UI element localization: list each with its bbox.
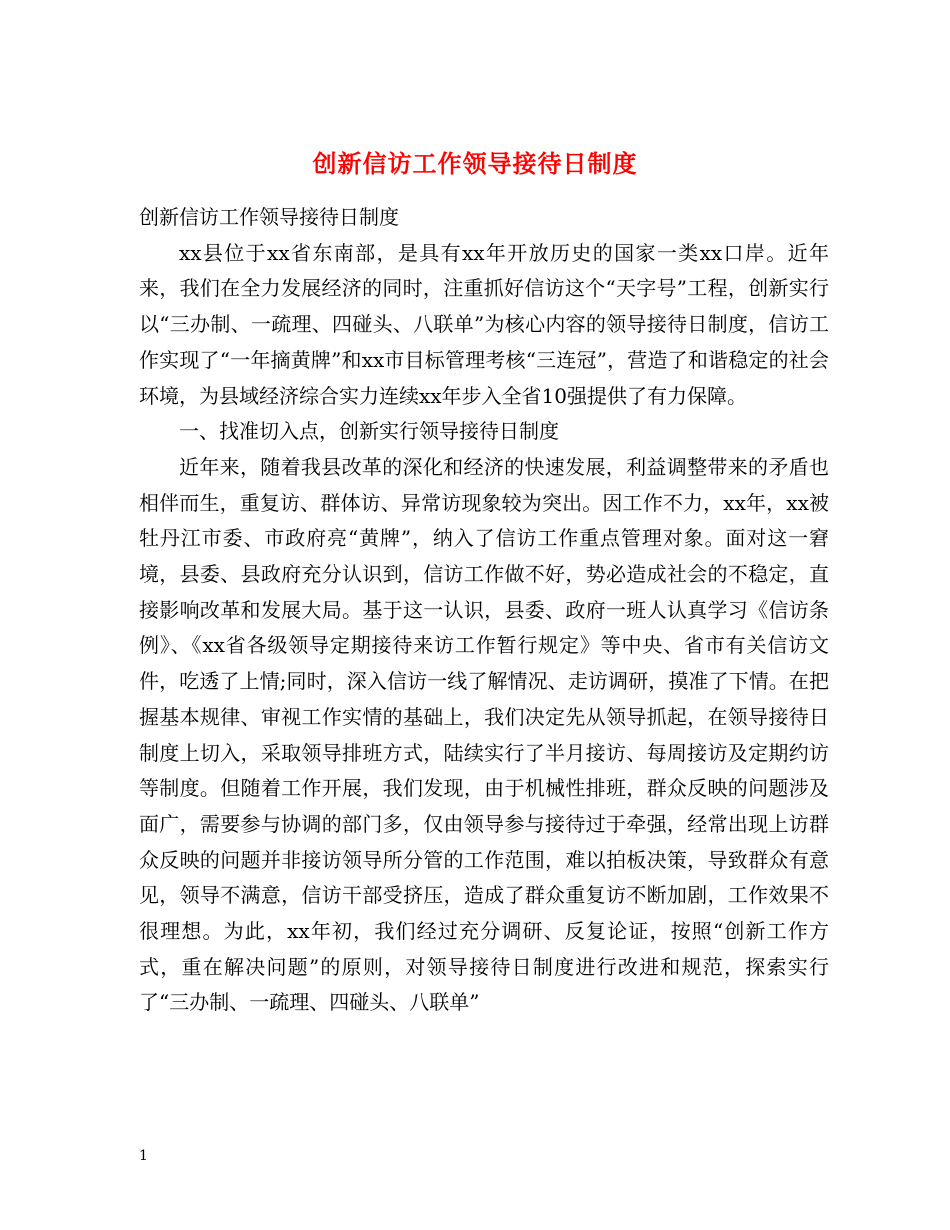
paragraph-intro: xx县位于xx省东南部，是具有xx年开放历史的国家一类xx口岸。近年来，我们在全力发展经济的同时，注重抓好信访这个“天字号”工程，创新实行以“三办制、一疏理、四碰头、八联单”为核心内容的领导接待日制度，信访工作实现了“一年摘黄牌”和xx市目标管理考核“三连冠”，营造了和谐稳定的社会环境，为县域经济综合实力连续xx年步入全省10强提供了有力保障。 bbox=[139, 240, 829, 408]
body-heading-line: 创新信访工作领导接待日制度 bbox=[139, 205, 399, 229]
paragraph-section-1: 近年来，随着我县改革的深化和经济的快速发展，利益调整带来的矛盾也相伴而生，重复访、群体访、异常访现象较为突出。因工作不力，xx年，xx被牡丹江市委、市政府亮“黄牌”，纳入了信访工作重点管理对象。面对这一窘境，县委、县政府充分认识到，信访工作做不好，势必造成社会的不稳定，直接影响改革和发展大局。基于这一认识，县委、政府一班人认真学习《信访条例》、《xx省各级领导定期接待来访工作暂行规定》等中央、省市有关信访文件，吃透了上情;同时，深入信访一线了解情况、走访调研，摸准了下情。在把握基本规律、审视工作实情的基础上，我们决定先从领导抓起，在领导接待日制度上切入，采取领导排班方式，陆续实行了半月接访、每周接访及定期约访等制度。但随着工作开展，我们发现，由于机械性排班，群众反映的问题涉及面广，需要参与协调的部门多，仅由领导参与接待过于牵强，经常出现上访群众反映的问题并非接访领导所分管的工作范围，难以拍板决策，导致群众有意见，领导不满意，信访干部受挤压，造成了群众重复访不断加剧，工作效果不很理想。为此，xx年初，我们经过充分调研、反复论证，按照“创新工作方式，重在解决问题”的原则，对领导接待日制度进行改进和规范，探索实行了“三办制、一疏理、四碰头、八联单” bbox=[139, 454, 829, 1015]
section-heading-1: 一、找准切入点，创新实行领导接待日制度 bbox=[179, 419, 559, 444]
document-title: 创新信访工作领导接待日制度 bbox=[312, 149, 638, 179]
document-body bbox=[139, 200, 829, 1021]
page-number: 1 bbox=[139, 1148, 148, 1164]
